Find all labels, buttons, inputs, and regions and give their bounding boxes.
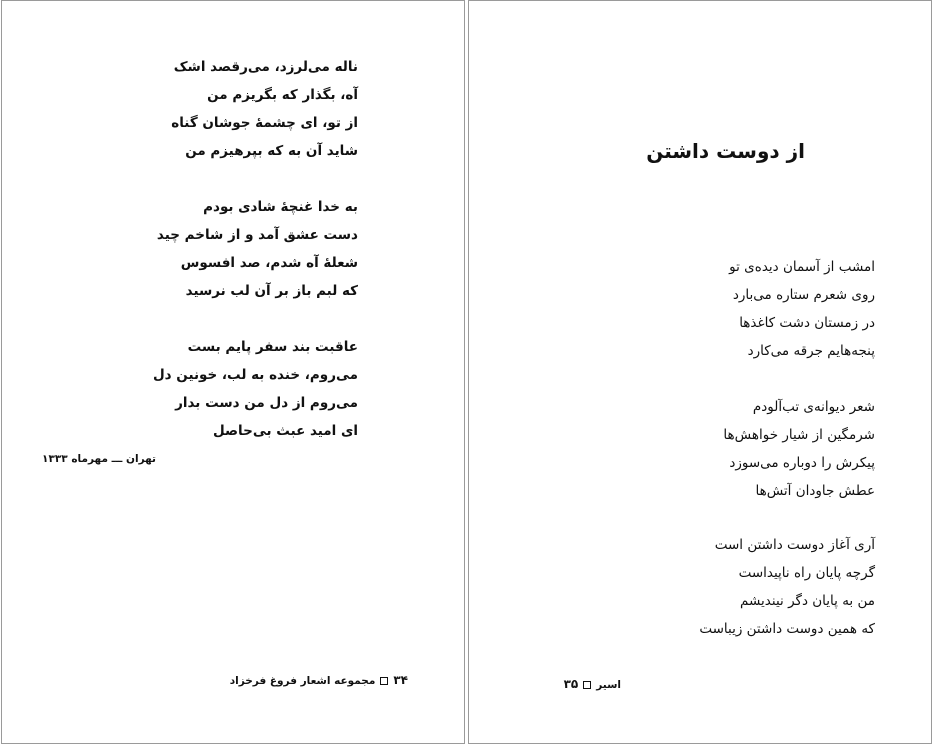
- left-stanza-3: [153, 333, 358, 445]
- poem-line: که لبم باز بر آن لب نرسید: [185, 283, 358, 299]
- page-number: ۳۵: [563, 677, 579, 691]
- book-title: اسیر: [596, 679, 621, 691]
- poem-line: شرمگین از شیار خواهش‌ها: [723, 427, 875, 443]
- poem-line: شاید آن به که بپرهیزم من: [185, 143, 358, 159]
- right-stanza-2: [723, 393, 875, 505]
- left-page-footer: [230, 673, 408, 687]
- poem-line: دست عشق آمد و از شاخم چید: [156, 227, 358, 243]
- left-stanza-1: [171, 53, 358, 165]
- poem-line: پنجه‌هایم جرقه می‌کارد: [747, 343, 875, 359]
- poem-line: امشب از آسمان دیده‌ی تو: [729, 259, 875, 275]
- poem-line: ناله می‌لرزد، می‌رقصد اشک: [173, 59, 358, 75]
- poem-line: شعلهٔ آه شدم، صد افسوس: [180, 255, 358, 271]
- page-number: ۳۴: [393, 673, 408, 687]
- right-stanza-1: [729, 253, 875, 365]
- left-page: [1, 0, 465, 744]
- poem-line: عطش جاودان آتش‌ها: [755, 483, 875, 499]
- poem-line: شعر دیوانه‌ی تب‌آلودم: [752, 399, 875, 415]
- poem-line: روی شعرم ستاره می‌بارد: [732, 287, 875, 303]
- right-stanza-3: [699, 531, 875, 643]
- poem-line: پیکرش را دوباره می‌سوزد: [729, 455, 875, 471]
- separator-square-icon: [583, 681, 591, 689]
- poem-line: آه، بگذار که بگریزم من: [207, 87, 358, 103]
- poem-line: عاقبت بند سفر پایم بست: [187, 339, 358, 355]
- poem-line: ای امید عبث بی‌حاصل: [212, 423, 358, 439]
- poem-line: آری آغاز دوست داشتن است: [714, 537, 875, 553]
- poem-line: از تو، ای چشمهٔ جوشان گناه: [171, 115, 358, 131]
- poem-line: می‌روم از دل من دست بدار: [175, 395, 358, 411]
- place-date: تهران ـــ مهرماه ۱۳۳۳: [42, 453, 156, 465]
- poem-line: می‌روم، خنده به لب، خونین دل: [152, 367, 358, 383]
- poem-title: از دوست داشتن: [646, 139, 805, 163]
- poem-line: من به پایان دگر نیندیشم: [740, 593, 875, 609]
- right-page-footer: [564, 677, 621, 691]
- book-title: مجموعه اشعار فروغ فرخزاد: [229, 675, 376, 687]
- poem-line: به خدا غنچهٔ شادی بودم: [203, 199, 358, 215]
- right-page: [468, 0, 932, 744]
- poem-line: که همین دوست داشتن زیباست: [699, 621, 875, 637]
- poem-line: در زمستان دشت کاغذها: [739, 315, 875, 331]
- separator-square-icon: [380, 677, 388, 685]
- left-stanza-2: [157, 193, 358, 305]
- poem-line: گرچه پایان راه ناپیداست: [738, 565, 875, 581]
